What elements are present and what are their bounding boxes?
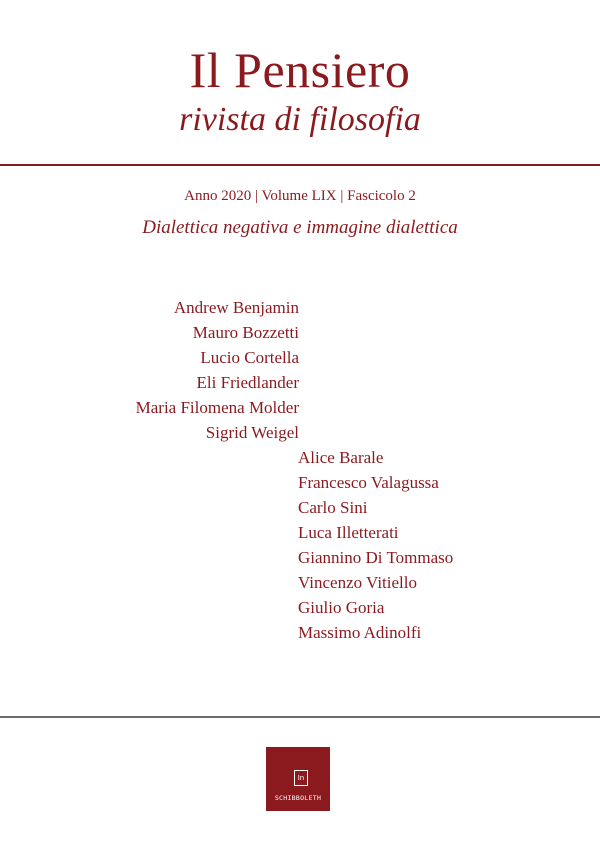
- author-name: Francesco Valagussa: [298, 473, 439, 492]
- journal-title: Il Pensiero: [189, 42, 411, 98]
- author-name: Alice Barale: [298, 448, 384, 467]
- author-name: Sigrid Weigel: [205, 423, 299, 442]
- publisher-name: SCHIBBOLETH: [274, 794, 322, 802]
- author-name: Lucio Cortella: [200, 348, 299, 367]
- publisher-mark: In: [294, 770, 308, 786]
- author-name: Luca Illetterati: [298, 523, 399, 542]
- author-name: Massimo Adinolfi: [298, 623, 422, 642]
- author-name: Carlo Sini: [298, 498, 368, 517]
- author-name: Giulio Goria: [298, 598, 385, 617]
- issue-theme: Dialettica negativa e immagine dialettica: [142, 217, 458, 238]
- authors-list-right: [298, 445, 548, 645]
- journal-subtitle: rivista di filosofia: [179, 101, 421, 138]
- author-name: Eli Friedlander: [196, 373, 299, 392]
- authors-list-left: [100, 295, 299, 445]
- author-name: Maria Filomena Molder: [135, 398, 299, 417]
- author-name: Andrew Benjamin: [173, 298, 299, 317]
- author-name: Vincenzo Vitiello: [298, 573, 417, 592]
- top-divider: [0, 164, 600, 166]
- publisher-logo: [266, 747, 330, 811]
- author-name: Mauro Bozzetti: [192, 323, 299, 342]
- bottom-divider: [0, 716, 600, 718]
- issue-info: Anno 2020 | Volume LIX | Fascicolo 2: [184, 188, 416, 204]
- author-name: Giannino Di Tommaso: [298, 548, 454, 567]
